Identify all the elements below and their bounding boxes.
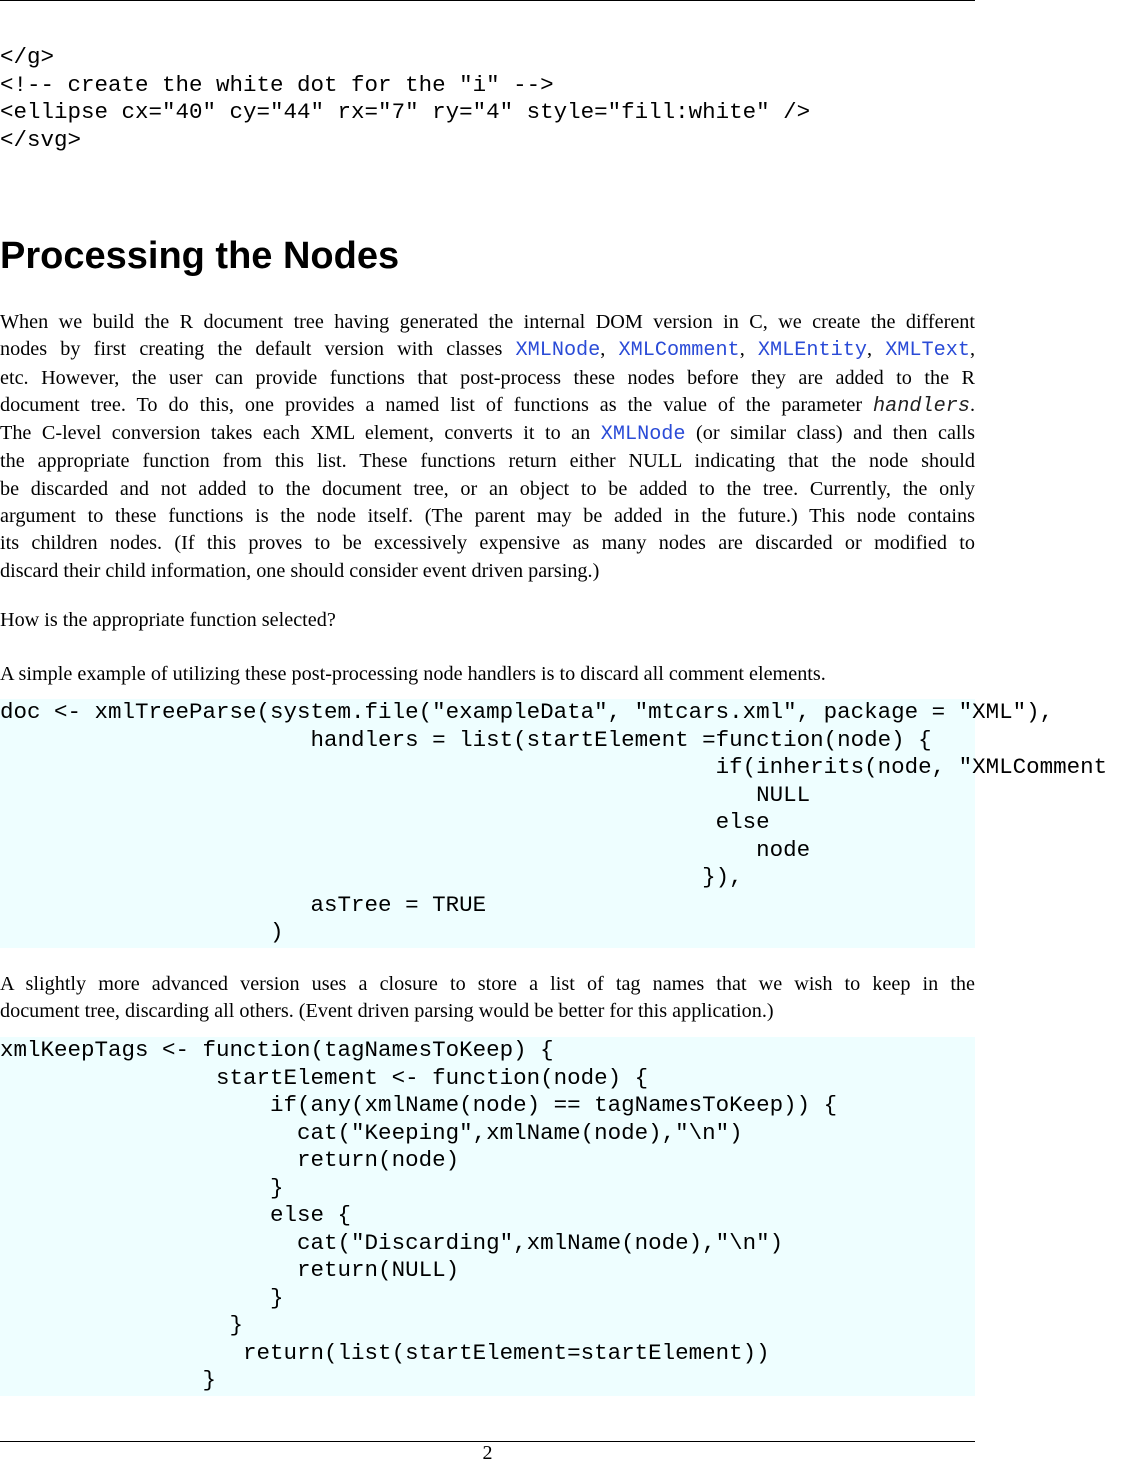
class-name-xmlnode: XMLNode <box>515 339 601 363</box>
code-line: } <box>0 1174 284 1201</box>
text-line: A simple example of utilizing these post-processing node handlers is to discard all comment elements. <box>0 663 826 685</box>
code-line: } <box>0 1312 244 1338</box>
code-line: NULL <box>0 781 811 808</box>
code-line: xmlKeepTags <- function(tagNamesToKeep) { <box>0 1037 554 1063</box>
code-line: startElement <- function(node) { <box>0 1064 649 1091</box>
code-text <box>0 699 1107 947</box>
code-line: return(node) <box>0 1147 460 1173</box>
text-line: How is the appropriate function selected? <box>0 609 336 631</box>
text-line: nodes by first creating the default version with classes XMLNode, XMLComment, XMLEntity, XMLText, <box>0 338 976 363</box>
code-line: cat("Keeping",xmlName(node),"\n") <box>0 1119 743 1146</box>
text-line: the appropriate function from this list. These functions return either NULL indicating that the node should <box>0 450 975 473</box>
text-line: document tree. To do this, one provides a named list of functions as the value of the parameter handlers. <box>0 393 975 418</box>
code-line: ) <box>0 919 284 945</box>
code-line: </g> <box>0 44 55 70</box>
text-line: The C-level conversion takes each XML element, converts it to an XMLNode (or similar class) and then calls <box>0 422 976 447</box>
top-rule <box>0 0 975 1</box>
code-block-tree-parse <box>0 699 1108 948</box>
text-line: document tree, discarding all others. (Event driven parsing would be better for this application.) <box>0 1000 774 1023</box>
code-line: asTree = TRUE <box>0 891 487 918</box>
paragraph-question <box>0 607 975 634</box>
code-line: else { <box>0 1202 352 1228</box>
code-line: node <box>0 836 811 863</box>
code-text <box>0 1037 837 1395</box>
text-line: discard their child information, one should consider event driven parsing.) <box>0 559 600 582</box>
class-name-xmltext: XMLText <box>885 339 970 363</box>
code-line: } <box>0 1367 217 1393</box>
code-line: } <box>0 1284 284 1311</box>
code-block-keep-tags <box>0 1037 975 1396</box>
class-name-xmlnode: XMLNode <box>600 423 686 447</box>
page-number: 2 <box>482 1442 493 1464</box>
text-line: its children nodes. (If this proves to be excessively expensive as many nodes are discarded or modified to <box>0 532 975 555</box>
code-line: return(list(startElement=startElement)) <box>0 1339 770 1366</box>
text-line: argument to these functions is the node itself. (The parent may be added in the future.) This node contains <box>0 505 975 528</box>
section-title: Processing the Nodes <box>0 235 400 277</box>
code-line: handlers = list(startElement =function(node) { <box>0 726 932 753</box>
text-line: be discarded and not added to the document tree, or an object to be added to the tree. Currently, the only <box>0 477 975 500</box>
paragraph-processing-nodes <box>0 309 975 585</box>
code-line: if(inherits(node, "XMLComment <box>0 754 1108 780</box>
code-line: </svg> <box>0 126 82 153</box>
text-line: etc. However, the user can provide functions that post-process these nodes before they are added to the R <box>0 366 975 389</box>
text-line: When we build the R document tree having generated the internal DOM version in C, we create the different <box>0 311 975 333</box>
code-line: return(NULL) <box>0 1257 460 1283</box>
class-name-xmlentity: XMLEntity <box>757 339 867 363</box>
code-line: <!-- create the white dot for the "i" --> <box>0 71 554 98</box>
svg-code-fragment <box>0 44 1125 154</box>
code-line: }), <box>0 864 743 890</box>
code-line: if(any(xmlName(node) == tagNamesToKeep)) { <box>0 1092 838 1118</box>
code-line: <ellipse cx="40" cy="44" rx="7" ry="4" style="fill:white" /> <box>0 99 811 125</box>
code-line: doc <- xmlTreeParse(system.file("exampleData", "mtcars.xml", package = "XML"), <box>0 699 1054 725</box>
code-line: else <box>0 809 770 835</box>
parameter-handlers: handlers <box>873 394 970 418</box>
paragraph-simple-example <box>0 661 975 688</box>
paragraph-advanced-version <box>0 971 975 1026</box>
code-line: cat("Discarding",xmlName(node),"\n") <box>0 1229 784 1256</box>
class-name-xmlcomment: XMLComment <box>618 339 740 363</box>
text-line: A slightly more advanced version uses a closure to store a list of tag names that we wish to keep in the <box>0 973 975 995</box>
